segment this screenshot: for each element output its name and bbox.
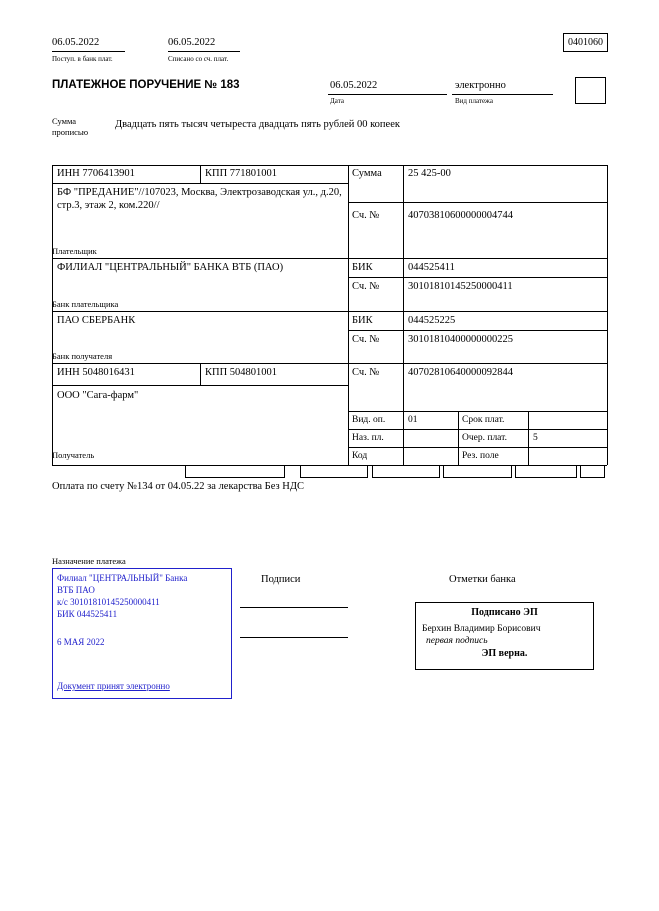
form-code-box: 0401060 <box>563 33 608 52</box>
received-date: 06.05.2022 <box>52 37 100 48</box>
payer-bank-bik: 044525411 <box>408 262 455 273</box>
table-line-v <box>528 411 529 465</box>
stamp-accept-note: Документ принят электронно <box>57 681 170 691</box>
stamp-corr-account: к/с 30101810145250000411 <box>57 597 160 607</box>
signature-line-1 <box>240 607 348 608</box>
table-line <box>52 183 348 184</box>
code-label: Код <box>352 451 368 461</box>
table-line <box>348 429 607 430</box>
table-line <box>348 330 607 331</box>
payee-inn: ИНН 5048016431 <box>57 367 135 378</box>
debited-date-underline <box>168 51 240 52</box>
table-line-v <box>200 363 201 385</box>
reserve-label: Рез. поле <box>462 451 499 461</box>
esig-signature-role: первая подпись <box>426 636 488 646</box>
stamp-bik: БИК 044525411 <box>57 609 118 619</box>
table-line-top <box>52 165 607 166</box>
table-line <box>348 447 607 448</box>
stamp-bank-name-2: ВТБ ПАО <box>57 585 95 595</box>
priority-label: Очер. плат. <box>462 433 507 443</box>
stamp-bank-name-1: Филиал "ЦЕНТРАЛЬНЫЙ" Банка <box>57 573 188 583</box>
status-checkbox <box>575 77 606 104</box>
pay-term-label: Срок плат. <box>462 415 505 425</box>
tax-field-cell <box>515 465 577 478</box>
op-kind-value: 01 <box>408 415 418 425</box>
payment-type-underline <box>452 94 553 95</box>
document-title: ПЛАТЕЖНОЕ ПОРУЧЕНИЕ № 183 <box>52 79 240 91</box>
payee-bank-account-label: Сч. № <box>352 334 380 345</box>
bank-accept-stamp <box>52 568 232 699</box>
table-line <box>52 311 607 312</box>
table-line <box>348 277 607 278</box>
payer-name: БФ "ПРЕДАНИЕ"//107023, Москва, Электрозаводская ул., д.20, стр.3, этаж 2, ком.220// <box>57 187 342 211</box>
received-date-label: Поступ. в банк плат. <box>52 55 113 63</box>
table-line <box>52 258 607 259</box>
payee-account: 40702810640000092844 <box>408 367 513 378</box>
payer-account: 40703810600000004744 <box>408 210 513 221</box>
payment-purpose: Оплата по счету №134 от 04.05.22 за лекарства Без НДС <box>52 481 305 492</box>
esig-title: Подписано ЭП <box>471 607 538 618</box>
amount-value: 25 425-00 <box>408 168 451 179</box>
payer-section-label: Плательщик <box>52 246 97 256</box>
payer-bank-name: ФИЛИАЛ "ЦЕНТРАЛЬНЫЙ" БАНКА ВТБ (ПАО) <box>57 262 284 273</box>
amount-words-label-1: Сумма <box>52 116 77 126</box>
payer-bank-account-label: Сч. № <box>352 281 380 292</box>
e-signature-stamp <box>415 602 594 670</box>
payee-kpp: КПП 504801001 <box>205 367 278 378</box>
payee-bank-section-label: Банк получателя <box>52 351 113 361</box>
tax-field-cell <box>580 465 605 478</box>
payment-type: электронно <box>455 80 506 91</box>
doc-date-underline <box>328 94 447 95</box>
table-line <box>348 411 607 412</box>
payer-bank-bik-label: БИК <box>352 262 373 273</box>
payee-name: ООО "Сага-фарм" <box>57 390 139 401</box>
payee-account-label: Сч. № <box>352 367 380 378</box>
table-border-left <box>52 165 53 465</box>
bank-marks-heading: Отметки банка <box>449 574 516 585</box>
payee-bank-account: 30101810400000000225 <box>408 334 513 345</box>
tax-field-cell <box>372 465 440 478</box>
tax-field-cell <box>443 465 512 478</box>
signature-line-2 <box>240 637 348 638</box>
table-line <box>52 385 348 386</box>
amount-words-label-2: прописью <box>52 127 89 137</box>
table-line-v <box>348 165 349 465</box>
payer-kpp: КПП 771801001 <box>205 168 278 179</box>
signatures-heading: Подписи <box>261 574 301 585</box>
priority-value: 5 <box>533 433 538 443</box>
amount-in-words: Двадцать пять тысяч четыреста двадцать пять рублей 00 копеек <box>115 119 400 130</box>
payer-inn: ИНН 7706413901 <box>57 168 135 179</box>
doc-date-label: Дата <box>330 97 344 105</box>
payer-account-label: Сч. № <box>352 210 380 221</box>
esig-validity: ЭП верна. <box>481 648 528 659</box>
payee-bank-bik-label: БИК <box>352 315 373 326</box>
debited-date: 06.05.2022 <box>168 37 216 48</box>
payee-bank-bik: 044525225 <box>408 315 456 326</box>
payer-bank-account: 30101810145250000411 <box>408 281 513 292</box>
purpose-code-label: Наз. пл. <box>352 433 384 443</box>
table-line-v <box>200 165 201 183</box>
doc-date: 06.05.2022 <box>330 80 378 91</box>
tax-field-cell <box>185 465 285 478</box>
op-kind-label: Вид. оп. <box>352 415 386 425</box>
table-line-v <box>403 165 404 465</box>
table-line <box>52 363 607 364</box>
stamp-date: 6 МАЯ 2022 <box>57 637 105 647</box>
table-border-right <box>607 165 608 465</box>
table-line <box>348 202 607 203</box>
esig-signer-name: Берхин Владимир Борисович <box>422 624 541 634</box>
payment-type-label: Вид платежа <box>455 97 494 105</box>
debited-date-label: Списано со сч. плат. <box>168 55 229 63</box>
payee-section-label: Получатель <box>52 450 95 460</box>
table-line-v <box>458 411 459 465</box>
payment-purpose-label: Назначение платежа <box>52 556 126 566</box>
amount-label: Сумма <box>352 168 382 179</box>
payer-bank-section-label: Банк плательщика <box>52 299 119 309</box>
received-date-underline <box>52 51 125 52</box>
tax-field-cell <box>300 465 368 478</box>
payee-bank-name: ПАО СБЕРБАНК <box>57 315 136 326</box>
